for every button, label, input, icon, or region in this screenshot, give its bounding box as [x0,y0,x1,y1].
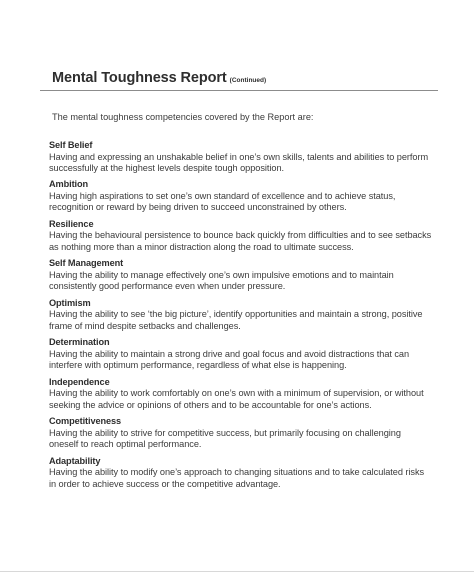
page-title: Mental Toughness Report [52,70,227,86]
description-line: consistently good performance even when under pressure. [49,281,286,292]
description-line: interfere with optimum performance, regardless of what else is happening. [49,360,347,371]
description-line: as nothing more than a minor distraction along the road to ultimate success. [49,241,354,252]
description-line: Having and expressing an unshakable belief in one’s own skills, talents and abilities to perform [49,151,429,162]
competency-competitiveness [49,416,444,450]
competency-description [49,230,444,253]
description-line: Having the ability to modify one’s approach to changing situations and to take calculated risks [49,467,425,478]
description-line: Having the ability to manage effectively one’s own impulsive emotions and to maintain [49,269,394,280]
competency-heading: Determination [49,337,110,348]
competency-adaptability [49,456,444,490]
description-line: Having high aspirations to set one’s own standard of excellence and to achieve status, [49,190,396,201]
description-line: Having the ability to work comfortably on one’s own with a minimum of supervision, or without [49,388,424,399]
description-line: seeking the advice or opinions of others and to be accountable for one’s actions. [49,399,372,410]
competency-heading: Optimism [49,297,91,308]
page-bottom-edge [0,571,474,572]
description-line: oneself to reach optimal performance. [49,439,202,450]
description-line: Having the ability to maintain a strong drive and goal focus and avoid distractions that can [49,348,410,359]
description-line: frame of mind despite setbacks and challenges. [49,320,241,331]
competency-heading: Resilience [49,218,94,229]
competency-description [49,467,444,490]
competency-description [49,428,444,451]
description-line: in order to achieve success or the competitive advantage. [49,478,281,489]
header-divider [40,90,438,91]
competency-description [49,349,444,372]
competency-heading: Self Belief [49,140,93,150]
competency-description [49,388,444,411]
competency-heading: Adaptability [49,455,101,466]
competency-description [49,152,444,175]
competency-description [49,309,444,332]
competency-determination [49,337,444,371]
competencies-list [49,140,444,495]
competency-heading: Independence [49,376,110,387]
competency-resilience [49,219,444,253]
competency-heading: Competitiveness [49,416,122,427]
competency-heading: Self Management [49,258,124,269]
description-line: successfully at the highest levels despite tough opposition. [49,162,285,173]
intro-text: The mental toughness competencies covered by the Report are: [52,112,314,122]
report-header [52,69,266,87]
description-line: Having the ability to see ‘the big picture’, identify opportunities and maintain a strong, positive [49,309,423,320]
competency-independence [49,377,444,411]
description-line: Having the behavioural persistence to bounce back quickly from difficulties and to see setbacks [49,230,432,241]
competency-heading: Ambition [49,179,89,190]
competency-description [49,270,444,293]
competency-optimism [49,298,444,332]
description-line: Having the ability to strive for competitive success, but primarily focusing on challenging [49,427,401,438]
competency-ambition [49,179,444,213]
competency-description [49,191,444,214]
description-line: recognition or reward by being driven to succeed unconstrained by others. [49,202,347,213]
page-subtitle: (Continued) [229,77,267,84]
competency-self-management [49,258,444,292]
competency-self-belief [49,140,444,174]
